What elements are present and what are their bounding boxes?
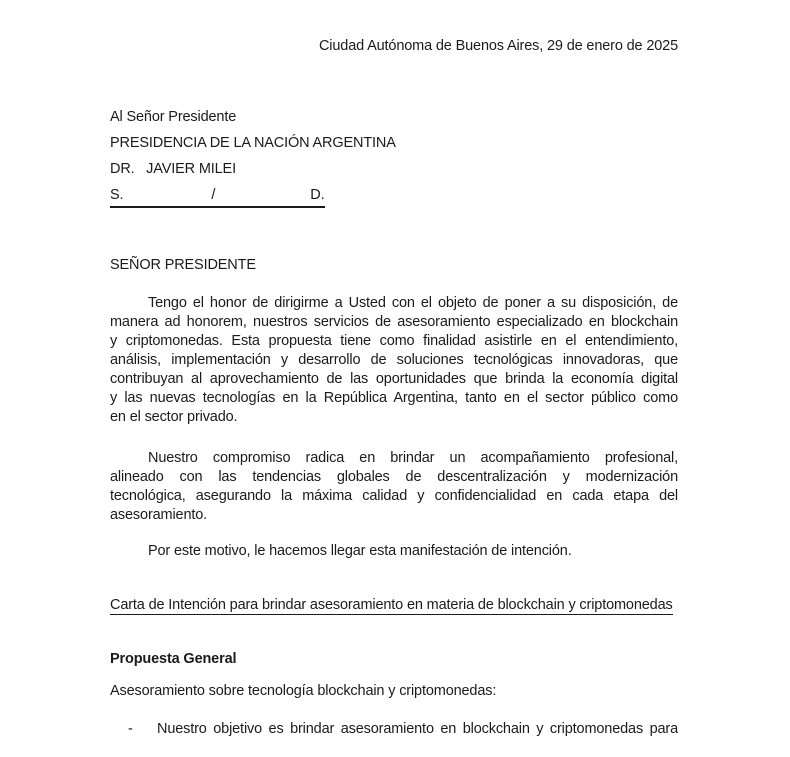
paragraph-line: en el sector privado. bbox=[110, 409, 238, 425]
bullet-text: Nuestro objetivo es brindar asesoramiento en blockchain y criptomonedas para bbox=[157, 721, 678, 737]
salutation-d: D. bbox=[310, 187, 325, 203]
recipient-to: Al Señor Presidente bbox=[110, 109, 237, 125]
paragraph-line: Nuestro compromiso radica en brindar un acompañamiento profesional, bbox=[148, 450, 678, 466]
bullet-marker: - bbox=[128, 721, 133, 737]
paragraph-2 bbox=[110, 449, 678, 525]
salutation-underline bbox=[110, 186, 325, 208]
salutation-line bbox=[110, 182, 678, 208]
paragraph-line: alineado con las tendencias globales de descentralización y modernización bbox=[110, 469, 678, 485]
paragraph-line: y las nuevas tecnologías en la República Argentina, tanto en el sector público como bbox=[110, 390, 678, 406]
paragraph-line: asesoramiento. bbox=[110, 507, 208, 523]
paragraph-line: análisis, implementación y desarrollo de soluciones tecnológicas innovadoras, que bbox=[110, 352, 678, 368]
paragraph-line: manera ad honorem, nuestros servicios de asesoramiento especializado en blockchain bbox=[110, 314, 678, 330]
recipient-block bbox=[110, 104, 678, 208]
greeting: SEÑOR PRESIDENTE bbox=[110, 257, 256, 273]
recipient-office: PRESIDENCIA DE LA NACIÓN ARGENTINA bbox=[110, 135, 396, 151]
paragraph-line: Tengo el honor de dirigirme a Usted con el objeto de poner a su disposición, de bbox=[148, 295, 678, 311]
paragraph-line: contribuyan al aprovechamiento de las oportunidades que brinda la economía digital bbox=[110, 371, 678, 387]
salutation-s: S. bbox=[110, 187, 124, 203]
section-title bbox=[110, 596, 678, 615]
salutation-slash: / bbox=[211, 187, 216, 203]
paragraph-line: tecnológica, asegurando la máxima calidad y confidencialidad en cada etapa del bbox=[110, 488, 678, 504]
paragraph-1 bbox=[110, 294, 678, 427]
paragraph-3: Por este motivo, le hacemos llegar esta manifestación de intención. bbox=[148, 543, 572, 559]
paragraph-line: y criptomonedas. Esta propuesta tiene como finalidad asistirle en el entendimiento, bbox=[110, 333, 678, 349]
recipient-name: DR. JAVIER MILEI bbox=[110, 161, 236, 177]
bullet-item bbox=[110, 720, 678, 737]
section-title-text: Carta de Intención para brindar asesoramiento en materia de blockchain y criptomonedas bbox=[110, 597, 673, 613]
subsection-title: Propuesta General bbox=[110, 651, 237, 667]
subsection-intro: Asesoramiento sobre tecnología blockchain y criptomonedas: bbox=[110, 683, 497, 699]
bullet-list bbox=[110, 720, 678, 737]
letter-date: Ciudad Autónoma de Buenos Aires, 29 de enero de 2025 bbox=[318, 38, 678, 54]
